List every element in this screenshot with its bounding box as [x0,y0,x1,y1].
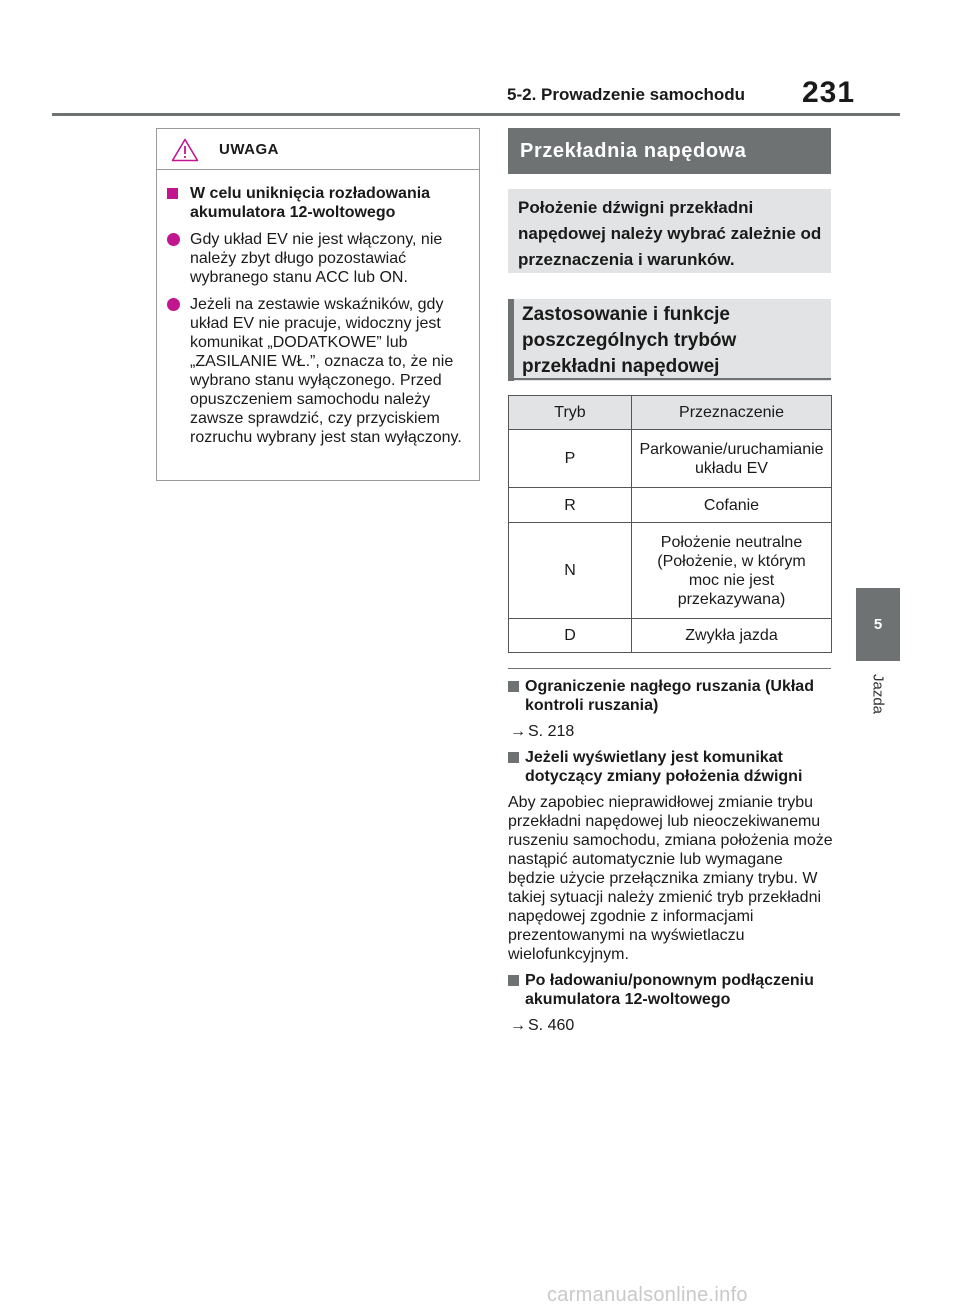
subsection-box [508,299,831,381]
note-paragraph: Aby zapobiec nieprawidłowej zmianie trybu przekładni napędowej lub nieoczekiwanemu ruszeniu samochodu, zmiana położenia może nastąpić automatycznie lub wymagane będzie użycie przełącznika zmiany trybu. W takiej sytuacji należy zmienić tryb przekładni napędowej zgodnie z informacjami prezentowanymi na wyświetlaczu wielofunkcyjnym. [508,794,833,963]
chapter-label-text: Jazda [869,673,887,715]
purpose-cell: Cofanie [632,488,832,523]
purpose-cell: Zwykła jazda [632,619,832,653]
column-header-mode: Tryb [509,396,632,430]
chapter-label [856,666,900,726]
chapter-tab[interactable]: 5 [856,588,900,661]
page-reference-text[interactable]: S. 218 [528,723,575,740]
arrow-right-icon: → [510,723,526,740]
warning-heading-text: W celu uniknięcia rozładowania akumulatora 12-woltowego [190,185,431,221]
mode-cell: R [509,488,632,523]
subsection-underline [508,378,831,380]
round-bullet-icon [167,233,180,246]
notes [508,677,833,1035]
mode-cell: N [509,523,632,619]
warning-header [157,129,479,170]
table-row [509,430,832,488]
mode-cell: D [509,619,632,653]
warning-body [157,170,479,447]
mode-cell: P [509,430,632,488]
divider [508,668,831,669]
warning-title: UWAGA [219,141,279,158]
subsection-title: Zastosowanie i funkcje poszczególnych trybów przekładni napędowej [522,304,737,377]
note-heading-text: Po ładowaniu/ponownym podłączeniu akumulatora 12-woltowego [525,972,814,1008]
page-reference[interactable] [508,1016,833,1035]
note-heading [508,971,833,1009]
section-title: Przekładnia napędowa [508,128,831,174]
arrow-right-icon: → [510,1017,526,1034]
warning-triangle-icon [171,138,199,162]
warning-bullet-text: Jeżeli na zestawie wskaźników, gdy układ EV nie pracuje, widoczny jest komunikat „DODATKOWE” lub „ZASILANIE WŁ.”, oznacza to, że nie wybrano stanu wyłączonego. Przed opuszczeniem samochodu należy zawsze sprawdzić, czy przyciskiem rozruchu wybrany jest stan wyłączony. [190,296,462,446]
warning-bullet [167,295,469,447]
column-header-purpose: Przeznaczenie [632,396,832,430]
square-bullet-icon [508,752,519,763]
warning-bullet-text: Gdy układ EV nie jest włączony, nie należy zbyt długo pozostawiać wybranego stanu ACC lub ON. [190,231,443,286]
page-reference[interactable] [508,722,833,741]
table-header-row [509,396,832,430]
page-reference-text[interactable]: S. 460 [528,1017,575,1034]
header-divider [52,113,900,116]
warning-box [156,128,480,481]
section-header: 5-2. Prowadzenie samochodu [507,85,746,104]
purpose-cell: Parkowanie/uruchamianie układu EV [632,430,832,488]
watermark: carmanualsonline.info [547,1284,748,1306]
square-bullet-icon [167,188,178,199]
page-number: 231 [802,76,856,109]
note-heading [508,748,833,786]
round-bullet-icon [167,298,180,311]
warning-heading [167,184,469,222]
warning-bullet [167,230,469,287]
table-row [509,488,832,523]
square-bullet-icon [508,975,519,986]
square-bullet-icon [508,681,519,692]
modes-table [508,395,832,653]
section-intro: Położenie dźwigni przekładni napędowej należy wybrać zależnie od przeznaczenia i warunków. [508,189,831,273]
purpose-cell: Położenie neutralne (Położenie, w którym moc nie jest przekazywana) [632,523,832,619]
table-row [509,523,832,619]
table-row [509,619,832,653]
note-heading [508,677,833,715]
note-heading-text: Ograniczenie nagłego ruszania (Układ kontroli ruszania) [525,678,814,714]
note-heading-text: Jeżeli wyświetlany jest komunikat dotyczący zmiany położenia dźwigni [525,749,803,785]
subsection-accent-bar [508,299,514,381]
